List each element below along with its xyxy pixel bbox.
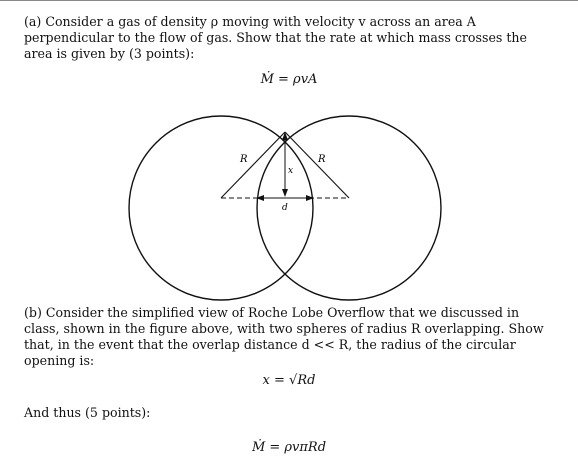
x-arrow-head-up xyxy=(282,132,288,140)
opening-radius-equation: x = √Rd xyxy=(262,373,316,388)
x-arrow-head-down xyxy=(282,189,288,197)
mass-flux-equation: Ṁ = ρvA xyxy=(260,72,318,87)
final-mass-flux-equation: Ṁ = ρvπRd xyxy=(251,440,327,455)
and-thus-text: And thus (5 points): xyxy=(24,405,151,420)
label-d: d xyxy=(282,203,288,213)
label-x: x xyxy=(288,166,294,176)
label-R-right: R xyxy=(318,154,326,165)
part-a-text: (a) Consider a gas of density ρ moving with velocity v across an area A perpendicular to the flow of gas. Show that the rate at which mass crosses the area is given by (3 points): xyxy=(24,14,527,61)
part-b-text: (b) Consider the simplified view of Roche Lobe Overflow that we discussed in class, shown in the figure above, with two spheres of radius R overlapping. Show that, in the event that the overlap distance d << R, the radius of the circular opening is: xyxy=(24,305,544,368)
right-radius-line xyxy=(285,132,349,198)
label-R-left: R xyxy=(240,154,248,165)
left-radius-line xyxy=(221,132,285,198)
